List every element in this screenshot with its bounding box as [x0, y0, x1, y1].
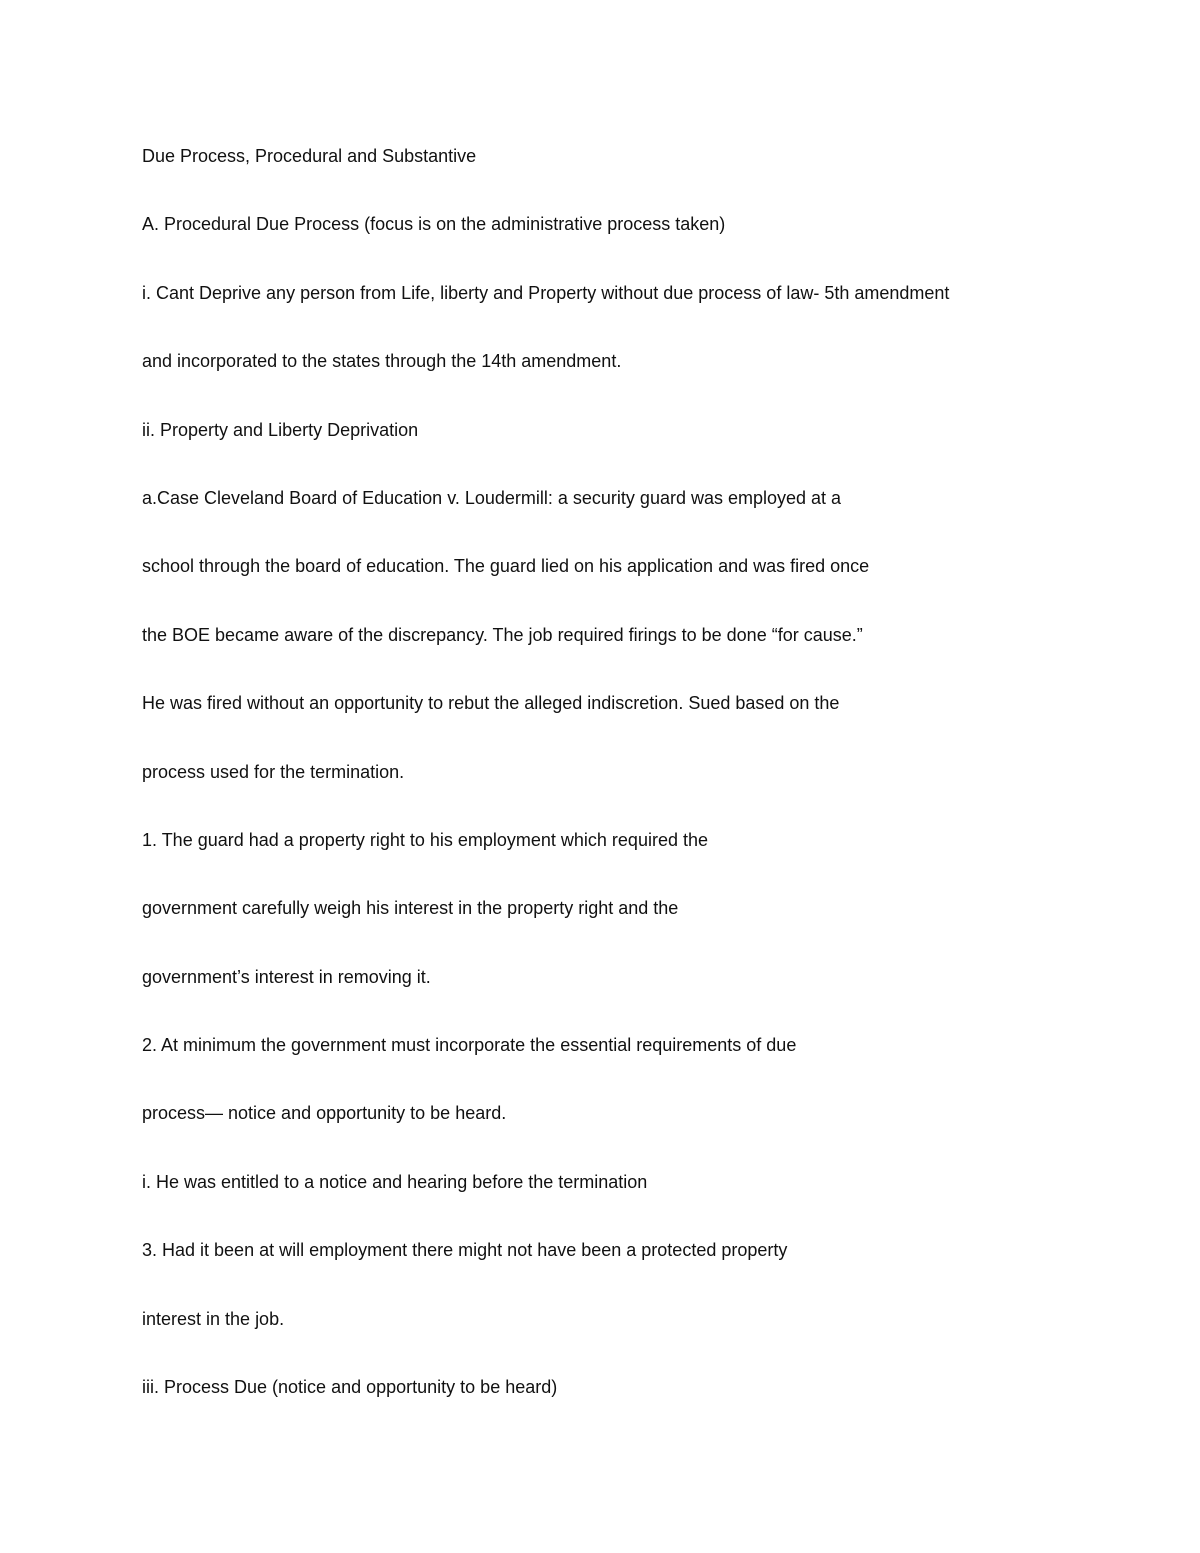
text-line: the BOE became aware of the discrepancy. The job required firings to be done “for cause.” [142, 624, 863, 645]
subsection-heading: ii. Property and Liberty Deprivation [142, 419, 419, 440]
text-line: He was fired without an opportunity to rebut the alleged indiscretion. Sued based on the [142, 693, 840, 714]
text-line: 2. At minimum the government must incorporate the essential requirements of due [142, 1035, 797, 1056]
document-body [142, 142, 1142, 1441]
text-line: government’s interest in removing it. [142, 966, 431, 987]
text-line: i. Cant Deprive any person from Life, liberty and Property without due process of law- 5th amendment [142, 282, 950, 303]
document-title: Due Process, Procedural and Substantive [142, 146, 477, 166]
text-line: process— notice and opportunity to be heard. [142, 1103, 507, 1124]
text-line: and incorporated to the states through the 14th amendment. [142, 351, 622, 372]
text-line: process used for the termination. [142, 761, 405, 782]
text-line: interest in the job. [142, 1308, 285, 1329]
text-line: 3. Had it been at will employment there might not have been a protected property [142, 1240, 788, 1261]
text-line: i. He was entitled to a notice and hearing before the termination [142, 1171, 648, 1192]
text-line: 1. The guard had a property right to his employment which required the [142, 829, 708, 850]
text-line: government carefully weigh his interest in the property right and the [142, 898, 679, 919]
section-heading: A. Procedural Due Process (focus is on the administrative process taken) [142, 214, 726, 235]
text-line: a.Case Cleveland Board of Education v. Loudermill: a security guard was employed at a [142, 487, 842, 508]
text-line: school through the board of education. The guard lied on his application and was fired once [142, 556, 870, 577]
subsection-heading: iii. Process Due (notice and opportunity to be heard) [142, 1377, 558, 1398]
